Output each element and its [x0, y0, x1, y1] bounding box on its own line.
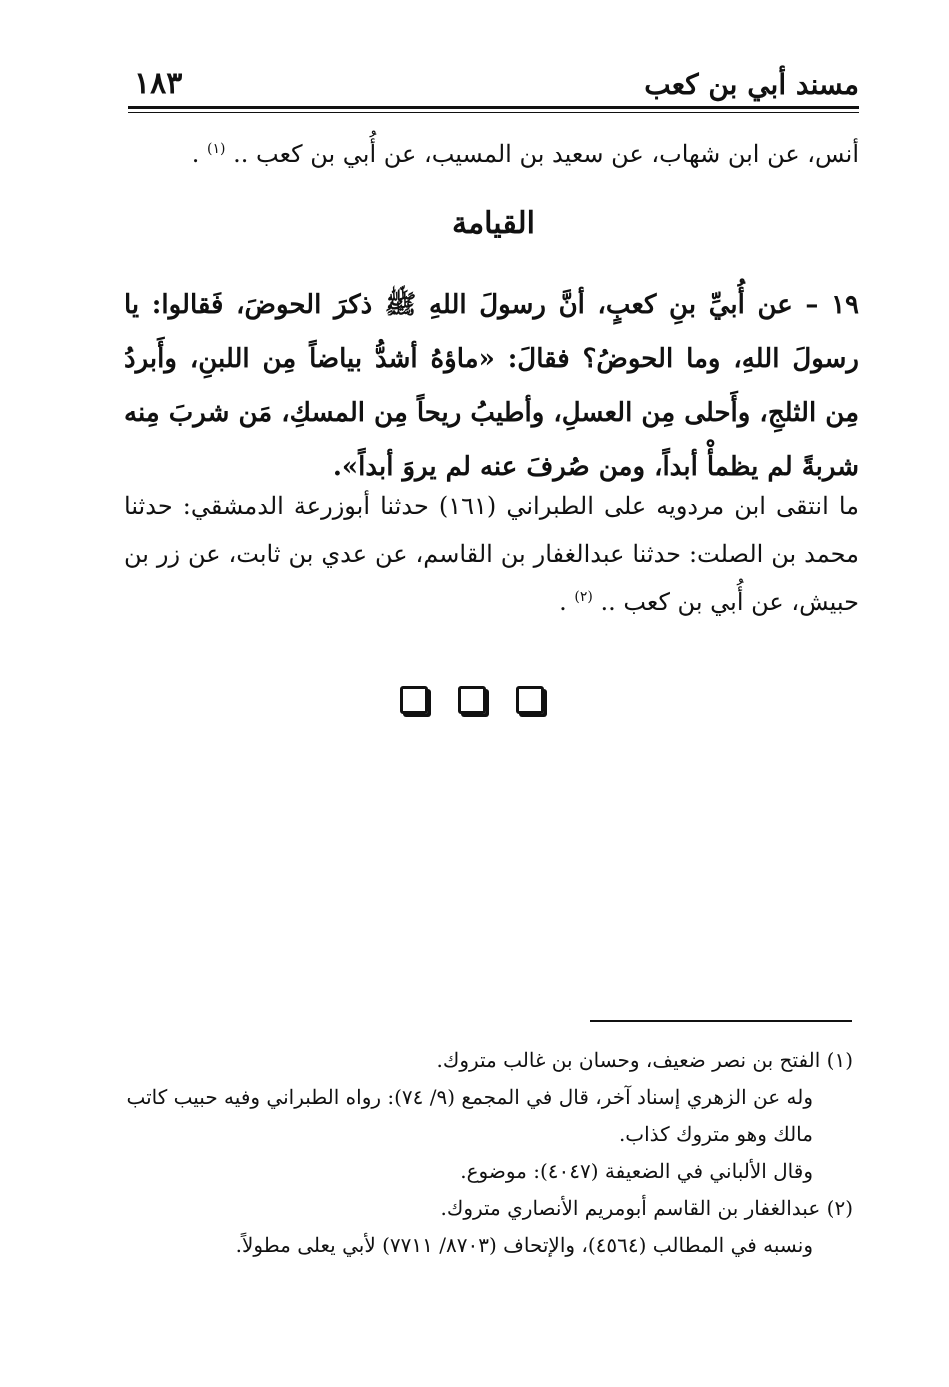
footnote-1-continuation: وله عن الزهري إسناد آخر، قال في المجمع (٩/ ٧٤): رواه الطبراني وفيه حبيب كاتب مالك وهو متروك كذاب. [126, 1085, 813, 1146]
footnote-2-continuation: ونسبه في المطالب (٤٥٦٤)، والإتحاف (٨٧٠٣/ ٧٧١١) لأبي يعلى مطولاً. [235, 1233, 813, 1257]
footnote-1: (١) الفتح بن نصر ضعيف، وحسان بن غالب متروك. [436, 1048, 853, 1072]
footnote-2: (٢) عبدالغفار بن القاسم أبومريم الأنصاري متروك. [440, 1196, 853, 1220]
source-paragraph [124, 482, 859, 626]
page-number: ١٨٣ [134, 66, 183, 101]
source-text: ما انتقى ابن مردويه على الطبراني (١٦١) حدثنا أبوزرعة الدمشقي: حدثنا محمد بن الصلت: حدثنا عبدالغفار بن القاسم، عن عدي بن ثابت، عن زر بن حبيش، عن أُبي بن كعب .. [124, 492, 859, 616]
header-rule-thin [128, 112, 859, 113]
footnote-ref-1: (١) [207, 141, 226, 157]
continuation-paragraph [124, 130, 859, 178]
footnotes [118, 1042, 853, 1264]
square-ornament-icon [400, 686, 428, 714]
square-ornament-icon [458, 686, 486, 714]
running-title: مسند أبي بن كعب [644, 68, 859, 101]
footnote-separator [590, 1020, 852, 1022]
footnote-1-continuation: وقال الألباني في الضعيفة (٤٠٤٧): موضوع. [460, 1159, 813, 1183]
page-header [128, 68, 859, 102]
hadith-paragraph: ١٩ – عن أُبيِّ بنِ كعبٍ، أنَّ رسولَ اللهِ ﷺ ذكرَ الحوضَ، فَقالوا: يا رسولَ اللهِ، وما الحوضُ؟ فقالَ: «ماؤهُ أشدُّ بياضاً مِن اللبنِ، وأَبردُ مِن الثلجِ، وأَحلى مِن العسلِ، وأطيبُ ريحاً مِن المسكِ، مَن شربَ مِنه شربةً لم يظمأْ أبداً، ومن صُرفَ عنه لم يروَ أبداً». [124, 290, 859, 482]
section-title: القيامة [452, 206, 535, 241]
square-ornament-icon [516, 686, 544, 714]
header-rule [128, 106, 859, 109]
continuation-end: . [191, 140, 200, 168]
section-divider-ornament [400, 686, 550, 718]
continuation-text: أنس، عن ابن شهاب، عن سعيد بن المسيب، عن أُبي بن كعب .. [233, 140, 859, 168]
source-end: . [559, 588, 567, 616]
footnote-ref-2: (٢) [574, 589, 593, 605]
